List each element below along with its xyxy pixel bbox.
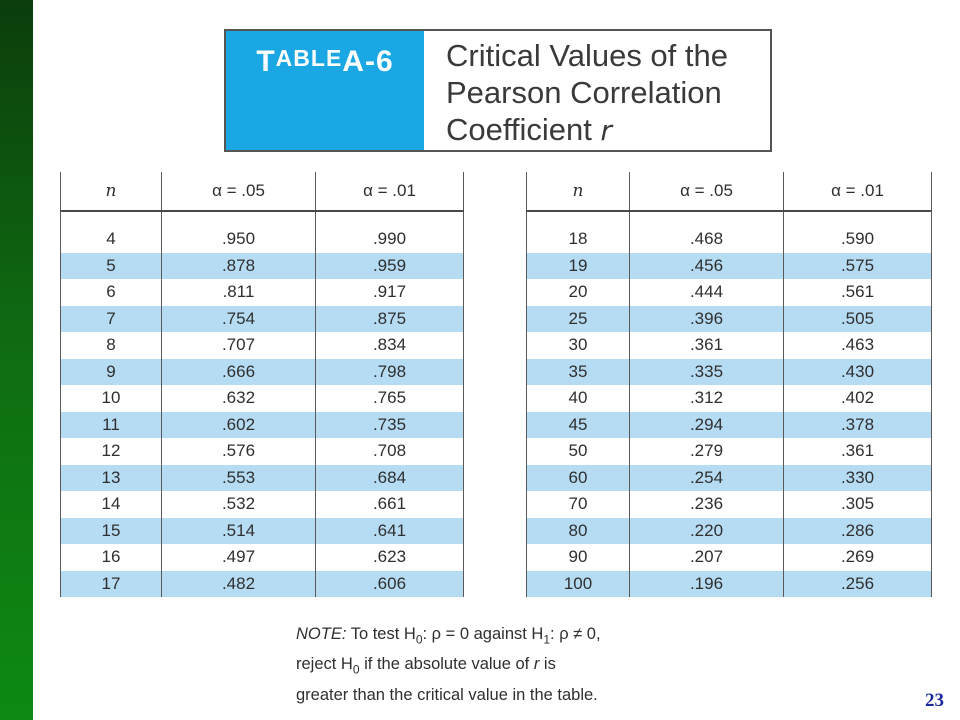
table-row: [61, 226, 464, 253]
table-row: [527, 306, 932, 333]
cell-n: 18: [527, 226, 630, 253]
critical-values-table-left: [60, 172, 464, 597]
table-row: [61, 571, 464, 598]
col-header-n: n: [527, 172, 630, 211]
col-header-n: n: [61, 172, 162, 211]
table-row: [527, 332, 932, 359]
cell-alpha-01: .361: [784, 438, 932, 465]
cell-n: 20: [527, 279, 630, 306]
table-row: [527, 465, 932, 492]
cell-n: 9: [61, 359, 162, 386]
col-header-alpha-05: α = .05: [162, 172, 316, 211]
cell-alpha-01: .286: [784, 518, 932, 545]
table-row: [61, 253, 464, 280]
table-row: [527, 385, 932, 412]
cell-alpha-01: .561: [784, 279, 932, 306]
cell-n: 17: [61, 571, 162, 598]
title-line-2: Pearson Correlation: [446, 75, 722, 110]
cell-alpha-05: .294: [630, 412, 784, 439]
col-header-alpha-01: α = .01: [784, 172, 932, 211]
header-gap: [527, 211, 932, 226]
title-line-1: Critical Values of the: [446, 38, 728, 73]
table-row: [527, 359, 932, 386]
cell-n: 100: [527, 571, 630, 598]
cell-n: 11: [61, 412, 162, 439]
col-header-alpha-01: α = .01: [316, 172, 464, 211]
cell-alpha-01: .402: [784, 385, 932, 412]
table-title: [424, 31, 770, 150]
cell-alpha-01: .917: [316, 279, 464, 306]
table-row: [61, 412, 464, 439]
cell-alpha-05: .456: [630, 253, 784, 280]
cell-alpha-01: .305: [784, 491, 932, 518]
critical-values-table-right: [526, 172, 932, 597]
cell-n: 8: [61, 332, 162, 359]
cell-alpha-05: .444: [630, 279, 784, 306]
cell-alpha-05: .514: [162, 518, 316, 545]
cell-n: 50: [527, 438, 630, 465]
table-row: [61, 306, 464, 333]
note-line-1: NOTE: To test $H_0$: ρ = 0 against $H_1$: ρ ≠ 0,: [296, 625, 601, 647]
table-row: [61, 359, 464, 386]
cell-alpha-05: .236: [630, 491, 784, 518]
cell-alpha-05: .632: [162, 385, 316, 412]
cell-alpha-01: .661: [316, 491, 464, 518]
cell-n: 5: [61, 253, 162, 280]
cell-alpha-05: .602: [162, 412, 316, 439]
cell-alpha-05: .811: [162, 279, 316, 306]
cell-alpha-05: .254: [630, 465, 784, 492]
note-line-2: reject $H_0$ if the absolute value of r is: [296, 655, 556, 677]
cell-alpha-01: .875: [316, 306, 464, 333]
title-line-3: [446, 111, 770, 149]
cell-alpha-01: .765: [316, 385, 464, 412]
cell-alpha-01: .834: [316, 332, 464, 359]
cell-alpha-01: .990: [316, 226, 464, 253]
cell-n: 40: [527, 385, 630, 412]
cell-alpha-01: .378: [784, 412, 932, 439]
table-row: [61, 465, 464, 492]
table-row: [61, 438, 464, 465]
cell-alpha-01: .575: [784, 253, 932, 280]
side-bar: [0, 0, 33, 720]
table-row: [61, 385, 464, 412]
cell-n: 6: [61, 279, 162, 306]
cell-alpha-05: .396: [630, 306, 784, 333]
table-row: [527, 518, 932, 545]
table-row: [61, 279, 464, 306]
cell-n: 90: [527, 544, 630, 571]
cell-n: 10: [61, 385, 162, 412]
cell-n: 35: [527, 359, 630, 386]
cell-alpha-05: .553: [162, 465, 316, 492]
cell-n: 12: [61, 438, 162, 465]
tag-rest: ABLE: [275, 45, 343, 71]
cell-alpha-05: .196: [630, 571, 784, 598]
table-row: [527, 253, 932, 280]
cell-alpha-05: .497: [162, 544, 316, 571]
table-note: [296, 622, 756, 708]
cell-alpha-05: .878: [162, 253, 316, 280]
cell-n: 45: [527, 412, 630, 439]
page-number: 23: [925, 690, 944, 711]
col-header-alpha-05: α = .05: [630, 172, 784, 211]
cell-alpha-01: .330: [784, 465, 932, 492]
cell-alpha-01: .959: [316, 253, 464, 280]
cell-alpha-05: .335: [630, 359, 784, 386]
table-row: [61, 491, 464, 518]
cell-n: 25: [527, 306, 630, 333]
table-tag: [226, 31, 424, 150]
header-gap: [61, 211, 464, 226]
cell-alpha-01: .269: [784, 544, 932, 571]
table-row: [527, 279, 932, 306]
cell-n: 19: [527, 253, 630, 280]
cell-n: 13: [61, 465, 162, 492]
cell-n: 7: [61, 306, 162, 333]
cell-alpha-01: .256: [784, 571, 932, 598]
table-header: [224, 29, 772, 152]
cell-alpha-05: .279: [630, 438, 784, 465]
cell-alpha-05: .532: [162, 491, 316, 518]
table-row: [527, 571, 932, 598]
cell-n: 16: [61, 544, 162, 571]
table-row: [61, 518, 464, 545]
cell-n: 80: [527, 518, 630, 545]
cell-alpha-05: .312: [630, 385, 784, 412]
cell-alpha-05: .707: [162, 332, 316, 359]
cell-alpha-05: .207: [630, 544, 784, 571]
cell-alpha-01: .641: [316, 518, 464, 545]
table-row: [527, 491, 932, 518]
table-row: [527, 438, 932, 465]
table-row: [61, 544, 464, 571]
table-row: [527, 226, 932, 253]
cell-alpha-05: .950: [162, 226, 316, 253]
cell-alpha-01: .590: [784, 226, 932, 253]
title-line-3-text: Coefficient: [446, 112, 601, 147]
cell-alpha-01: .430: [784, 359, 932, 386]
tag-first-letter: T: [256, 45, 276, 78]
cell-alpha-01: .735: [316, 412, 464, 439]
cell-alpha-05: .754: [162, 306, 316, 333]
note-line-3: greater than the critical value in the table.: [296, 685, 598, 704]
cell-alpha-01: .623: [316, 544, 464, 571]
cell-n: 30: [527, 332, 630, 359]
cell-n: 15: [61, 518, 162, 545]
table-row: [527, 412, 932, 439]
title-symbol-r: r: [600, 114, 613, 147]
cell-alpha-01: .798: [316, 359, 464, 386]
tag-number: A-6: [342, 45, 394, 78]
cell-alpha-05: .576: [162, 438, 316, 465]
cell-alpha-01: .505: [784, 306, 932, 333]
cell-alpha-05: .361: [630, 332, 784, 359]
cell-n: 70: [527, 491, 630, 518]
cell-alpha-05: .220: [630, 518, 784, 545]
cell-alpha-05: .468: [630, 226, 784, 253]
cell-alpha-05: .482: [162, 571, 316, 598]
cell-n: 60: [527, 465, 630, 492]
cell-alpha-05: .666: [162, 359, 316, 386]
table-row: [527, 544, 932, 571]
cell-n: 14: [61, 491, 162, 518]
cell-alpha-01: .463: [784, 332, 932, 359]
cell-alpha-01: .708: [316, 438, 464, 465]
cell-alpha-01: .606: [316, 571, 464, 598]
cell-alpha-01: .684: [316, 465, 464, 492]
cell-n: 4: [61, 226, 162, 253]
table-row: [61, 332, 464, 359]
